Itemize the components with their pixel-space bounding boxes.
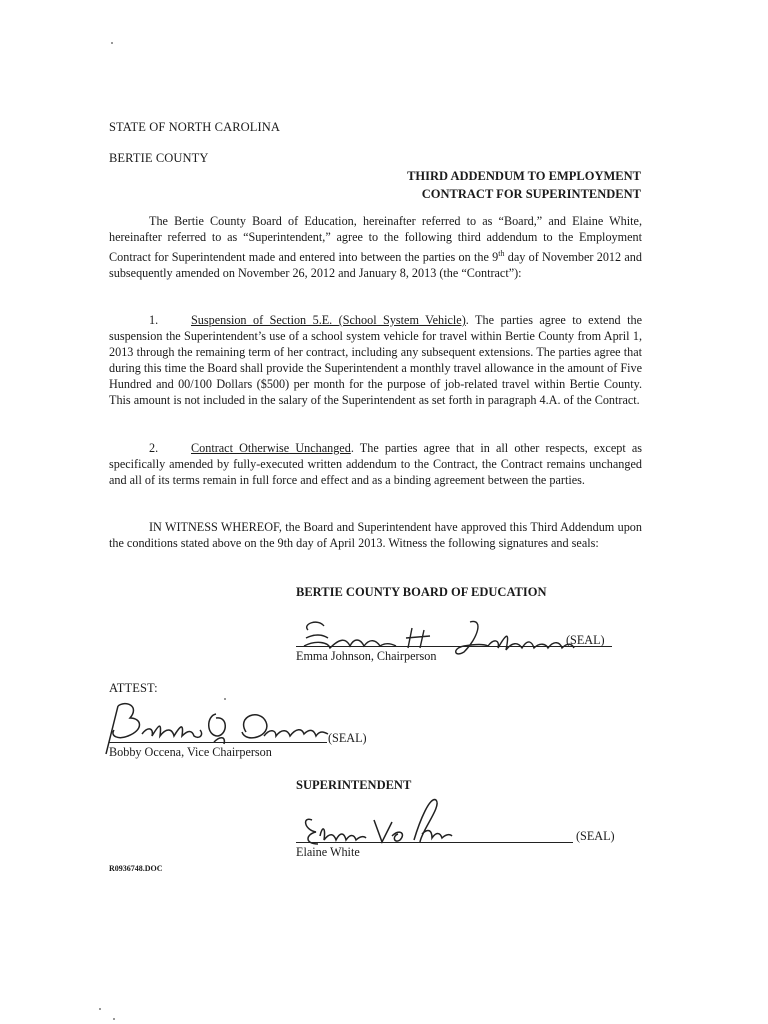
board-seal-label: (SEAL): [566, 633, 605, 647]
county-heading: BERTIE COUNTY: [109, 151, 209, 165]
scan-speck: [99, 1008, 101, 1010]
title-line-2: CONTRACT FOR SUPERINTENDENT: [421, 187, 641, 201]
scan-speck: [111, 42, 113, 44]
attest-label: ATTEST:: [109, 681, 158, 695]
section-1-body: . The parties agree to extend the suspension the Superintendent’s use of a school system vehicle for travel within Bertie County from April 1, 2013 through the remaining term of her contract, including any subsequent extensions. The parties agree that during this time the Board shall provide the Superintendent a monthly travel allowance in the amount of Five Hundred and 00/100 Dollars ($500) per month for the purpose of job-related travel within Bertie County. This amount is not included in the salary of the Superintendent as set forth in paragraph 4.A. of the Contract.: [109, 313, 642, 407]
superintendent-heading: SUPERINTENDENT: [296, 778, 412, 792]
title-line-1: THIRD ADDENDUM TO EMPLOYMENT: [407, 169, 641, 183]
section-2-number: 2.: [149, 441, 159, 455]
document-id: R0936748.DOC: [109, 864, 163, 873]
intro-text: The Bertie County Board of Education, hereinafter referred to as “Board,” and Elaine White, hereinafter referred to as “Superintendent,” agree to the following third addendum to the Employment Contract for Superintendent made and entered into between the parties on the 9: [109, 214, 642, 264]
superintendent-seal-label: (SEAL): [576, 829, 615, 843]
board-heading: BERTIE COUNTY BOARD OF EDUCATION: [296, 585, 547, 599]
superintendent-signer-name: Elaine White: [296, 845, 360, 859]
attest-seal-label: (SEAL): [328, 731, 367, 745]
board-signer-name: Emma Johnson, Chairperson: [296, 649, 437, 663]
scan-speck: [113, 1018, 115, 1020]
witness-paragraph: [109, 520, 642, 552]
intro-superscript: th: [498, 248, 505, 258]
section-1-heading: Suspension of Section 5.E. (School System Vehicle): [191, 313, 466, 327]
section-2-paragraph: [109, 441, 642, 489]
intro-paragraph: [109, 214, 642, 282]
superintendent-signature: [296, 790, 456, 850]
section-1-paragraph: [109, 313, 642, 408]
intro-text-end: day of November 2012 and subsequently amended on November 26, 2012 and January 8, 2013 (the “Contract”):: [109, 249, 642, 280]
section-1-number: 1.: [149, 313, 159, 327]
attest-signer-name: Bobby Occena, Vice Chairperson: [109, 745, 272, 759]
state-heading: STATE OF NORTH CAROLINA: [109, 120, 281, 134]
document-title: [407, 167, 641, 203]
witness-text: IN WITNESS WHEREOF, the Board and Superintendent have approved this Third Addendum upon the conditions stated above on the 9th day of April 2013. Witness the following signatures and seals:: [109, 520, 642, 550]
section-2-heading: Contract Otherwise Unchanged: [191, 441, 351, 455]
section-2-body: . The parties agree that in all other respects, except as specifically amended by fully-executed written addendum to the Contract, the Contract remains unchanged and all of its terms remain in full force and effect and as a binding agreement between the parties.: [109, 441, 643, 487]
